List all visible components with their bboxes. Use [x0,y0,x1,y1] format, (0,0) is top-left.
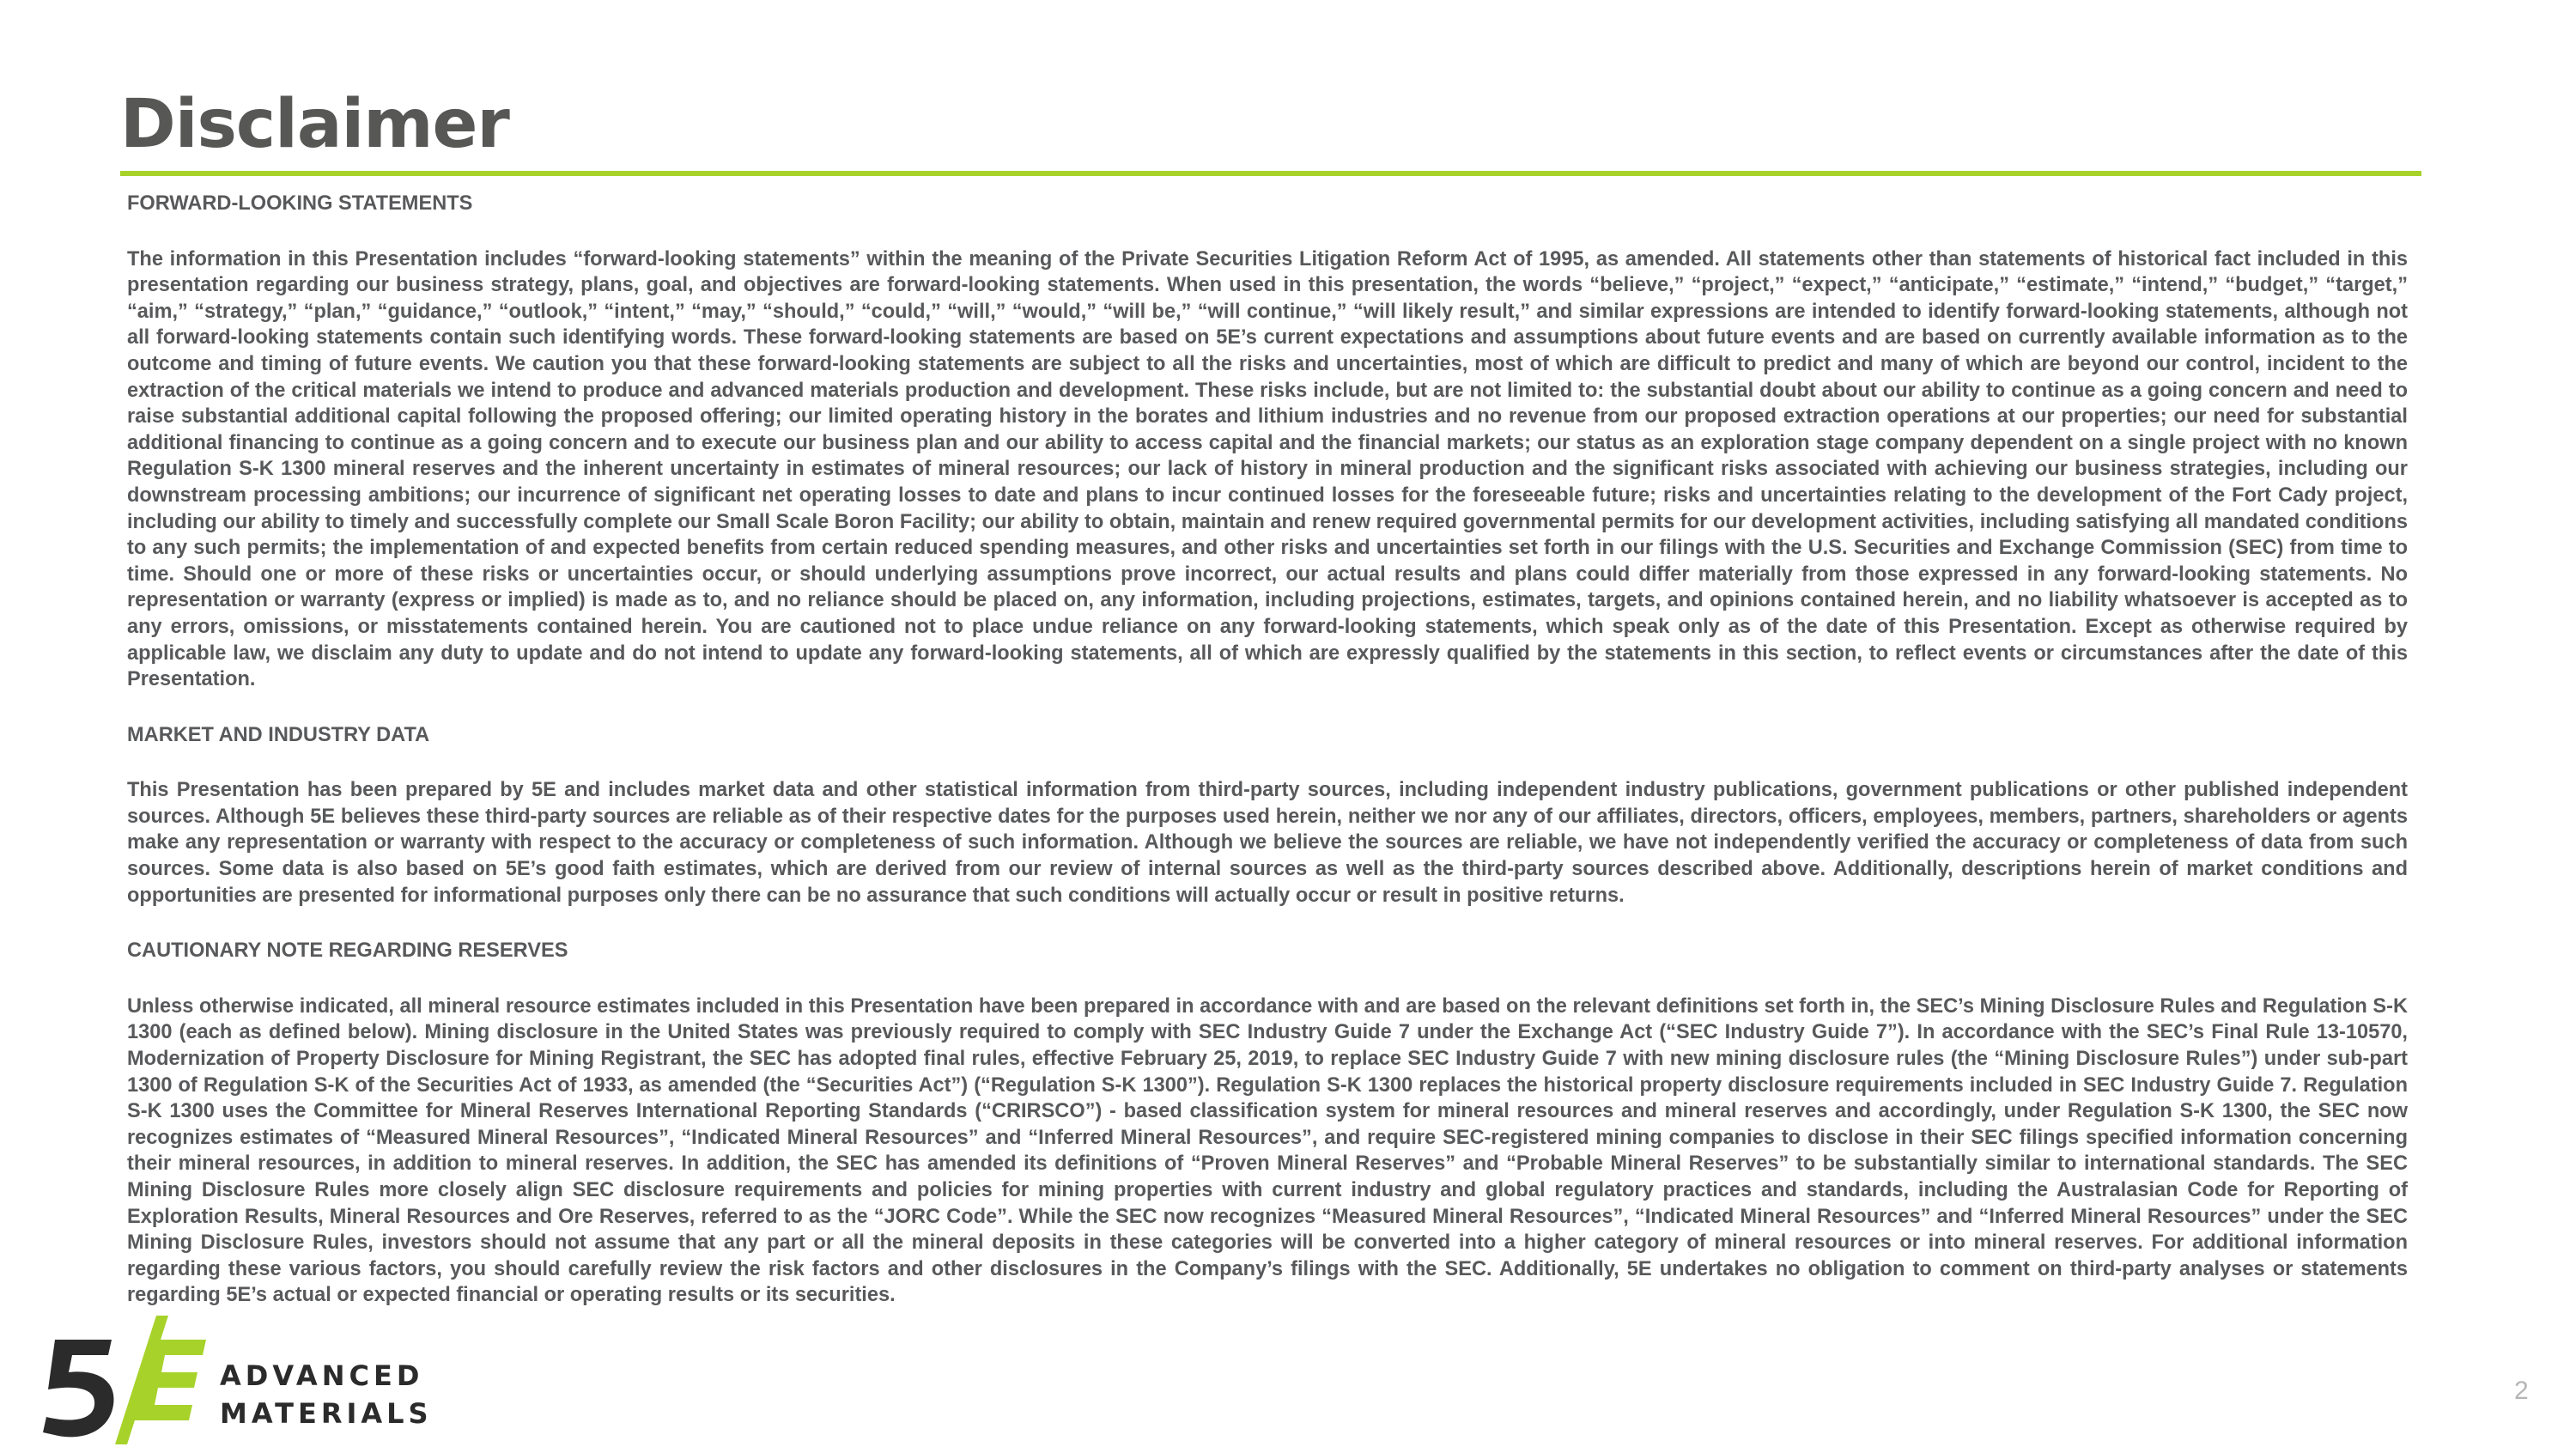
logo-line-advanced: ADVANCED [220,1359,424,1392]
title-underline [120,171,2421,176]
section-body-reserves: Unless otherwise indicated, all mineral resource estimates included in this Presentation have been prepared in accordance with and are based on the relevant definitions set forth in, the SEC’s Mining Disclosure Rules and Regulation S-K 1300 (each as defined below). Mining disclosure in the United States was previously required to comply with SEC Industry Guide 7 under the Exchange Act (“SEC Industry Guide 7”). In accordance with the SEC’s Final Rule 13-10570, Modernization of Property Disclosure for Mining Registrant, the SEC has adopted final rules, effective February 25, 2019, to replace SEC Industry Guide 7 with new mining disclosure rules (the “Mining Disclosure Rules”) under sub-part 1300 of Regulation S-K of the Securities Act of 1933, as amended (the “Securities Act”) (“Regulation S-K 1300”). Regulation S-K 1300 replaces the historical property disclosure requirements included in SEC Industry Guide 7. Regulation S-K 1300 uses the Committee for Mineral Reserves International Reporting Standards (“CRIRSCO”) - based classification system for mineral resources and mineral reserves and accordingly, under Regulation S-K 1300, the SEC now recognizes estimates of “Measured Mineral Resources”, “Indicated Mineral Resources” and “Inferred Mineral Resources”, and require SEC-registered mining companies to disclose in their SEC filings specified information concerning their mineral resources, in addition to mineral reserves. In addition, the SEC has amended its definitions of “Proven Mineral Reserves” and “Probable Mineral Reserves” to be substantially similar to international standards. The SEC Mining Disclosure Rules more closely align SEC disclosure requirements and policies for mining properties with current industry and global regulatory practices and standards, including the Australasian Code for Reporting of Exploration Results, Mineral Resources and Ore Reserves, referred to as the “JORC Code”. While the SEC now recognizes “Measured Mineral Resources”, “Indicated Mineral Resources” and “Inferred Mineral Resources” under the SEC Mining Disclosure Rules, investors should not assume that any part or all the mineral deposits in these categories will be converted into a higher category of mineral resources or into mineral reserves. For additional information regarding these various factors, you should carefully review the risk factors and other disclosures in the Company’s filings with the SEC. Additionally, 5E undertakes no obligation to comment on third-party analyses or statements regarding 5E’s actual or expected financial or operating results or its securities. [127,994,2408,1307]
logo-wordmark [220,1357,433,1432]
page-title: Disclaimer [120,86,509,163]
section-body-forward-looking: The information in this Presentation includes “forward-looking statements” within the meaning of the Private Securities Litigation Reform Act of 1995, as amended. All statements other than statements of historical fact included in this presentation regarding our business strategy, plans, goal, and objectives are forward-looking statements. When used in this presentation, the words “believe,” “project,” “expect,” “anticipate,” “estimate,” “intend,” “budget,” “target,” “aim,” “strategy,” “plan,” “guidance,” “outlook,” “intent,” “may,” “should,” “could,” “will,” “would,” “will be,” “will continue,” “will likely result,” and similar expressions are intended to identify forward-looking statements, although not all forward-looking statements contain such identifying words. These forward-looking statements are based on 5E’s current expectations and assumptions about future events and are based on currently available information as to the outcome and timing of future events. We caution you that these forward-looking statements are subject to all the risks and uncertainties, most of which are difficult to predict and many of which are beyond our control, incident to the extraction of the critical materials we intend to produce and advanced materials production and development. These risks include, but are not limited to: the substantial doubt about our ability to continue as a going concern and need to raise substantial additional capital following the proposed offering; our limited operating history in the borates and lithium industries and no revenue from our proposed extraction operations at our properties; our need for substantial additional financing to continue as a going concern and to execute our business plan and our ability to access capital and the financial markets; our status as an exploration stage company dependent on a single project with no known Regulation S-K 1300 mineral reserves and the inherent uncertainty in estimates of mineral resources; our lack of history in mineral production and the significant risks associated with achieving our business strategies, including our downstream processing ambitions; our incurrence of significant net operating losses to date and plans to incur continued losses for the foreseeable future; risks and uncertainties relating to the development of the Fort Cady project, including our ability to timely and successfully complete our Small Scale Boron Facility; our ability to obtain, maintain and renew required governmental permits for our development activities, including satisfying all mandated conditions to any such permits; the implementation of and expected benefits from certain reduced spending measures, and other risks and uncertainties set forth in our filings with the U.S. Securities and Exchange Commission (SEC) from time to time. Should one or more of these risks or uncertainties occur, or should underlying assumptions prove incorrect, our actual results and plans could differ materially from those expressed in any forward-looking statements. No representation or warranty (express or implied) is made as to, and no reliance should be placed on, any information, including projections, estimates, targets, and opinions contained herein, and no liability whatsoever is accepted as to any errors, omissions, or misstatements contained herein. You are cautioned not to place undue reliance on any forward-looking statements, which speak only as of the date of this Presentation. Except as otherwise required by applicable law, we disclaim any duty to update and do not intend to update any forward-looking statements, all of which are expressly qualified by the statements in this section, to reflect events or circumstances after the date of this Presentation. [127,247,2408,691]
section-body-market-data: This Presentation has been prepared by 5E and includes market data and other statistical information from third-party sources, including independent industry publications, government publications or other published independent sources. Although 5E believes these third-party sources are reliable as of their respective dates for the purposes used herein, neither we nor any of our affiliates, directors, officers, employees, members, partners, shareholders or agents make any representation or warranty with respect to the accuracy or completeness of such information. Although we believe the sources are reliable, we have not independently verified the accuracy or completeness of data from such sources. Some data is also based on 5E’s good faith estimates, which are derived from our review of internal sources as well as the third-party sources described above. Additionally, descriptions herein of market conditions and opportunities are presented for informational purposes only there can be no assurance that such conditions will actually occur or result in positive returns. [127,779,2408,907]
section-heading-market-data: MARKET AND INDUSTRY DATA [127,723,430,746]
logo-line-materials: MATERIALS [220,1397,433,1430]
disclaimer-content [127,191,2408,1338]
section-heading-forward-looking: FORWARD-LOOKING STATEMENTS [127,192,473,215]
page-number: 2 [2514,1377,2529,1405]
section-heading-reserves: CAUTIONARY NOTE REGARDING RESERVES [127,939,568,963]
